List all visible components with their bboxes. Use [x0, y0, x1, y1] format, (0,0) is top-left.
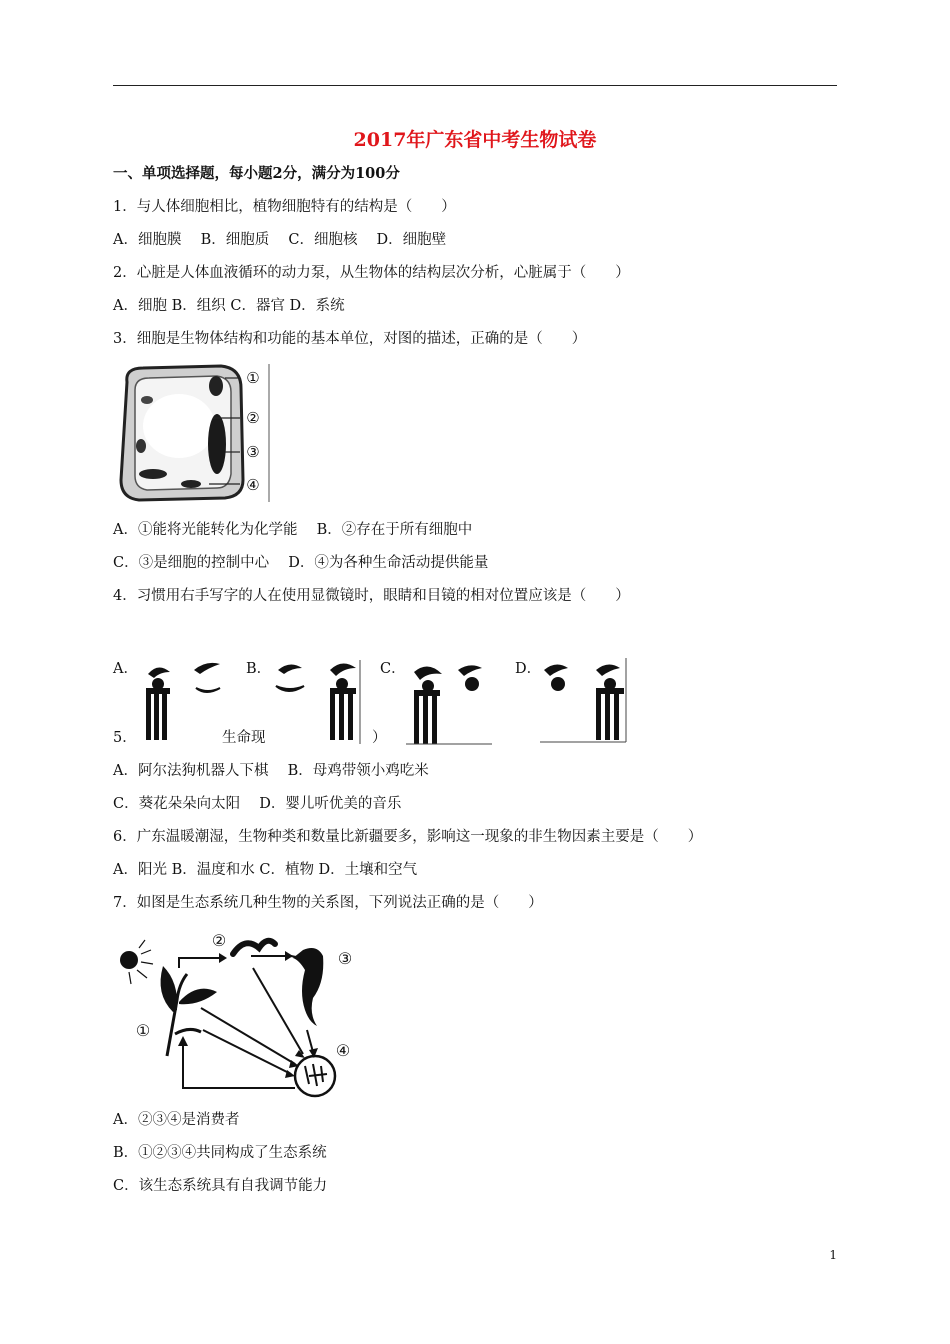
cell-label-3: ③: [246, 443, 260, 461]
q4-option-b-image: [272, 658, 364, 744]
section-heading: 一、单项选择题，每小题2分，满分为100分: [113, 165, 400, 182]
q7-option-a: A．②③④是消费者: [113, 1112, 240, 1128]
page-title: 2017年广东省中考生物试卷: [353, 129, 597, 151]
ecosystem-figure: [113, 926, 358, 1098]
q4-option-a-image: [140, 658, 230, 744]
q4-option-d-image: [540, 658, 630, 744]
q5-stem-visible: 生命现: [222, 730, 266, 746]
cell-label-4: ④: [246, 476, 260, 494]
eco-label-2: ②: [211, 931, 227, 950]
q3-stem: 3．细胞是生物体结构和功能的基本单位，对图的描述，正确的是（ ）: [113, 331, 587, 347]
q4-option-d-letter: D．: [515, 661, 542, 677]
q5-options-line1: A．阿尔法狗机器人下棋 B．母鸡带领小鸡吃米: [113, 763, 429, 779]
q7-option-c: C．该生态系统具有自我调节能力: [113, 1178, 328, 1194]
eco-label-1: ①: [135, 1021, 151, 1040]
q4-option-a-letter: A．: [113, 661, 138, 677]
q1-stem: 1．与人体细胞相比，植物细胞特有的结构是（ ）: [113, 199, 456, 215]
plant-cell-figure: [113, 362, 273, 504]
q2-stem: 2．心脏是人体血液循环的动力泵，从生物体的结构层次分析，心脏属于（ ）: [113, 265, 630, 281]
q6-stem: 6．广东温暖潮湿，生物种类和数量比新疆要多，影响这一现象的非生物因素主要是（ ）: [113, 829, 703, 845]
q2-options: A．细胞 B．组织 C．器官 D．系统: [113, 298, 345, 314]
q5-number: 5．: [113, 730, 137, 746]
page-number: 1: [829, 1248, 837, 1262]
q1-options: A．细胞膜 B．细胞质 C．细胞核 D．细胞壁: [113, 232, 447, 248]
q5-options-line2: C．葵花朵朵向太阳 D．婴儿听优美的音乐: [113, 796, 402, 812]
cell-label-2: ②: [246, 409, 260, 427]
q7-option-b: B．①②③④共同构成了生态系统: [113, 1145, 327, 1161]
cell-label-1: ①: [246, 369, 260, 387]
eco-label-3: ③: [337, 949, 353, 968]
q4-stem: 4．习惯用右手写字的人在使用显微镜时，眼睛和目镜的相对位置应该是（ ）: [113, 588, 630, 604]
q5-stem-end: ）: [372, 730, 387, 746]
q3-options-line1: A．①能将光能转化为化学能 B．②存在于所有细胞中: [113, 522, 473, 538]
q7-stem: 7．如图是生态系统几种生物的关系图，下列说法正确的是（ ）: [113, 895, 543, 911]
header-rule: [113, 85, 837, 86]
q4-option-c-letter: C．: [380, 661, 406, 677]
q4-option-c-image: [406, 658, 492, 744]
q3-options-line2: C．③是细胞的控制中心 D．④为各种生命活动提供能量: [113, 555, 489, 571]
q4-option-b-letter: B．: [246, 661, 272, 677]
eco-label-4: ④: [335, 1041, 351, 1060]
q6-options: A．阳光 B．温度和水 C．植物 D．土壤和空气: [113, 862, 418, 878]
